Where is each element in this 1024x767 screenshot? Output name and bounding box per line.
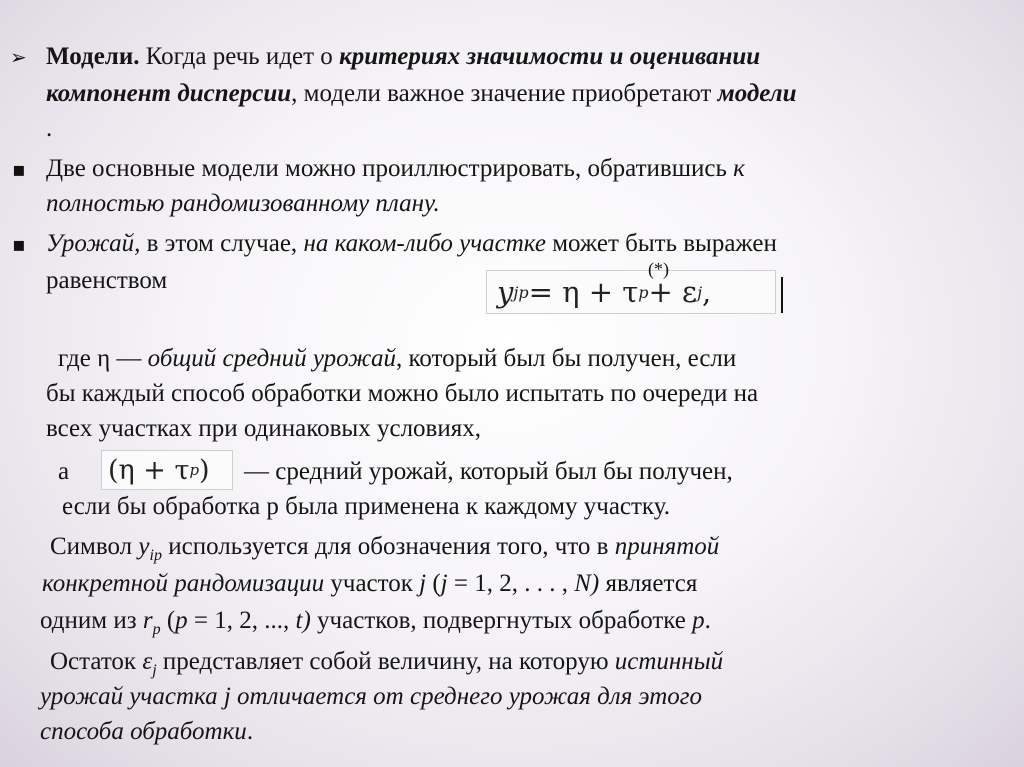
p1-line2 [46, 79, 797, 109]
p4-emph: общий средний урожай [147, 345, 396, 372]
formula-eta-tau [101, 450, 233, 490]
p3-text1: в этом случае, [140, 230, 304, 257]
p4-line3: всех участках при одинаковых условиях, [46, 415, 481, 442]
p7-emph: истинный [614, 648, 724, 675]
p6-p: p [175, 607, 188, 634]
p7-emph2: способа обработки [40, 718, 247, 745]
p7-line3 [40, 717, 253, 747]
p2-line2: полностью рандомизованному плану. [46, 190, 440, 217]
p2-text: Две основные модели можно проиллюстрировать, обратившись [46, 155, 734, 182]
p6-sub: ip [149, 547, 162, 564]
formula2-a: (η + τ [108, 454, 190, 486]
formula-y: y [497, 275, 514, 309]
p5-line1: — средний урожай, который был бы получен, [244, 458, 733, 485]
formula2-b: ) [199, 454, 210, 486]
formula-sub2: p [638, 282, 649, 302]
arrow-bullet-icon: ➢ [10, 45, 27, 69]
p7-eps: ε [142, 648, 153, 675]
p6-j1: j [419, 570, 427, 597]
formula-mark: (*) [648, 259, 669, 279]
p4-text1: где η — [58, 345, 148, 372]
p6-paren: ( [426, 570, 441, 597]
p3-emph1: Урожай, [46, 230, 141, 257]
formula-sub: jp [513, 282, 529, 302]
p3-line2: равенством [46, 267, 168, 294]
p1-emph2: компонент дисперсии [46, 80, 292, 107]
p7-sub: j [152, 662, 157, 679]
formula2-sub: p [189, 461, 200, 479]
p6-text3: участок [324, 570, 420, 597]
p5-line2: если бы обработка р была применена к каждому участку. [62, 493, 670, 520]
p4-text2: , который был бы получен, если [395, 345, 737, 372]
p7-text1: Остаток [50, 648, 143, 675]
p6-line3 [40, 606, 711, 645]
p6-p2: p [692, 607, 705, 634]
p7-text2: представляет собой величину, на которую [156, 648, 615, 675]
p1-text2: , модели важное значение приобретают [291, 80, 718, 107]
formula-main [486, 270, 776, 314]
p1-emph3: модели [717, 80, 797, 107]
p2-line1 [46, 154, 745, 184]
p6-paren2: ( [160, 607, 176, 634]
p6-text6: участков, подвергнутых обработке [310, 607, 693, 634]
p6-text5: одним из [40, 607, 143, 634]
p3-emph2: на каком-либо участке [303, 230, 546, 257]
p6-text2: используется для обозначения того, что в [161, 533, 615, 560]
p1-text: Когда речь идет о [139, 43, 340, 70]
p5-a: а [58, 458, 70, 485]
p6-emph2: конкретной рандомизации [42, 570, 325, 597]
p7-period: . [246, 718, 254, 745]
p1-heading: Модели. [46, 43, 140, 70]
p2-emph: к [733, 155, 745, 182]
p6-N: N) [574, 570, 600, 597]
p6-text1: Символ [50, 533, 139, 560]
p6-sym: y [138, 533, 150, 560]
p1-line3 [46, 114, 52, 144]
p6-line1 [50, 532, 719, 571]
p6-line2 [42, 569, 697, 599]
p6-period: . [704, 607, 711, 634]
p6-rsub: p [152, 621, 161, 638]
p7-line1 [50, 647, 723, 686]
p6-t: t) [295, 607, 311, 634]
text-cursor [781, 277, 783, 313]
p6-j2: j [440, 570, 448, 597]
p6-range2: = 1, 2, ..., [187, 607, 296, 634]
p1-emph: критериях значимости и оценивании [339, 43, 761, 70]
formula-rest: = η + τ [528, 275, 639, 309]
formula-sub3: j [697, 282, 703, 302]
square-bullet-icon: ▪ [12, 232, 26, 256]
p1-period: . [46, 115, 53, 142]
p6-r: r [142, 607, 153, 634]
p3-text2: может быть выражен [545, 230, 777, 257]
square-bullet-icon: ▪ [12, 157, 26, 181]
formula-end: , [702, 275, 712, 309]
formula-rest2: + ε [648, 275, 698, 309]
p1-line1 [46, 42, 760, 72]
p6-emph: принятой [614, 533, 720, 560]
p3-line1 [46, 229, 777, 259]
p7-line2: урожай участка j отличается от среднего урожая для этого [40, 683, 703, 710]
p4-line2: бы каждый способ обработки можно было испытать по очереди на [46, 380, 759, 407]
p6-text4: является [599, 570, 698, 597]
p4-line1 [58, 344, 736, 374]
p6-range: = 1, 2, . . . , [447, 570, 575, 597]
